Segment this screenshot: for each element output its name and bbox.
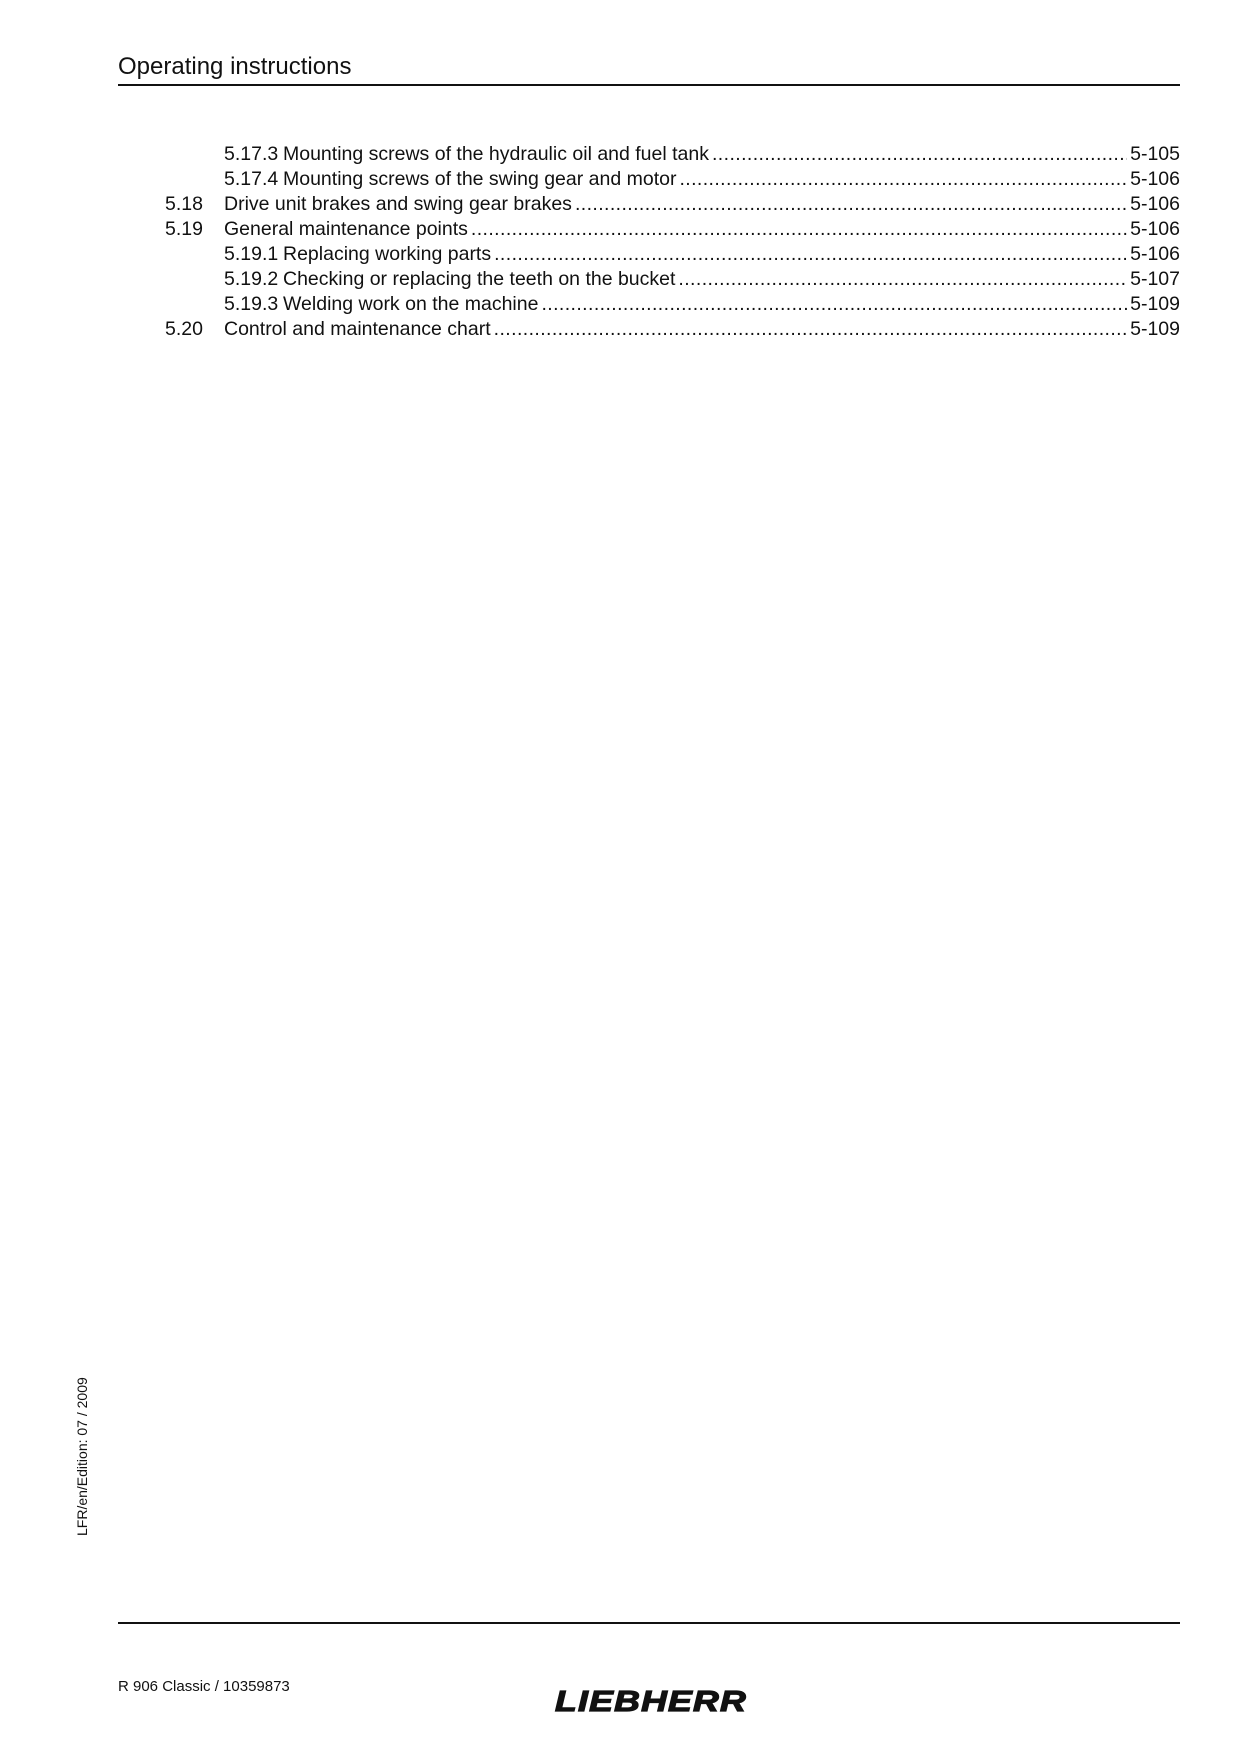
toc-entry[interactable] — [118, 317, 1180, 342]
toc-entry-title: Welding work on the machine — [283, 293, 539, 315]
edition-note: LFR/en/Edition: 07 / 2009 — [74, 1377, 90, 1536]
toc-entry-title: Checking or replacing the teeth on the bucket — [283, 268, 676, 290]
liebherr-logo-text: LIEBHERR — [555, 1686, 747, 1714]
toc-entry-page: 5-109 — [1130, 318, 1180, 340]
toc-entry-page: 5-106 — [1130, 168, 1180, 190]
toc-entry-number: 5.17.4 — [224, 168, 279, 190]
toc-leader-dots — [471, 217, 1127, 242]
liebherr-logo-graphic — [553, 1686, 749, 1714]
toc-entry[interactable] — [118, 292, 1180, 317]
toc-entry-number: 5.19.3 — [224, 293, 279, 315]
toc-entry-number: 5.19 — [165, 218, 203, 240]
toc-entry[interactable] — [118, 217, 1180, 242]
toc-entry[interactable] — [118, 242, 1180, 267]
toc-entry-title: Drive unit brakes and swing gear brakes — [224, 193, 572, 215]
toc-leader-dots — [712, 142, 1127, 167]
toc-leader-dots — [679, 167, 1127, 192]
toc-entry-page: 5-106 — [1130, 243, 1180, 265]
footer-model-number: R 906 Classic / 10359873 — [118, 1678, 290, 1695]
toc-leader-dots — [678, 267, 1127, 292]
toc-entry-number: 5.18 — [165, 193, 203, 215]
toc-entry[interactable] — [118, 167, 1180, 192]
toc-leader-dots — [494, 242, 1127, 267]
footer-divider — [118, 1622, 1180, 1624]
liebherr-logo — [553, 1686, 749, 1714]
toc-entry-page: 5-109 — [1130, 293, 1180, 315]
toc-entry-title: Mounting screws of the swing gear and motor — [283, 168, 677, 190]
toc-leader-dots — [494, 317, 1127, 342]
toc-entry-page: 5-105 — [1130, 143, 1180, 165]
toc-entry[interactable] — [118, 192, 1180, 217]
toc-entry-page: 5-107 — [1130, 268, 1180, 290]
toc-leader-dots — [541, 292, 1127, 317]
header-divider — [118, 84, 1180, 86]
page-title: Operating instructions — [118, 53, 352, 80]
toc-entry-number: 5.20 — [165, 318, 203, 340]
toc-entry-number: 5.19.2 — [224, 268, 279, 290]
toc-leader-dots — [575, 192, 1127, 217]
toc-entry-number: 5.17.3 — [224, 143, 279, 165]
toc-entry-title: Mounting screws of the hydraulic oil and fuel tank — [283, 143, 709, 165]
toc-entry-title: Replacing working parts — [283, 243, 492, 265]
toc-entry[interactable] — [118, 267, 1180, 292]
toc-entry-page: 5-106 — [1130, 193, 1180, 215]
toc-entry-title: Control and maintenance chart — [224, 318, 491, 340]
toc-entry-title: General maintenance points — [224, 218, 468, 240]
toc-entry[interactable] — [118, 142, 1180, 167]
table-of-contents — [118, 142, 1180, 342]
toc-entry-number: 5.19.1 — [224, 243, 279, 265]
toc-entry-page: 5-106 — [1130, 218, 1180, 240]
